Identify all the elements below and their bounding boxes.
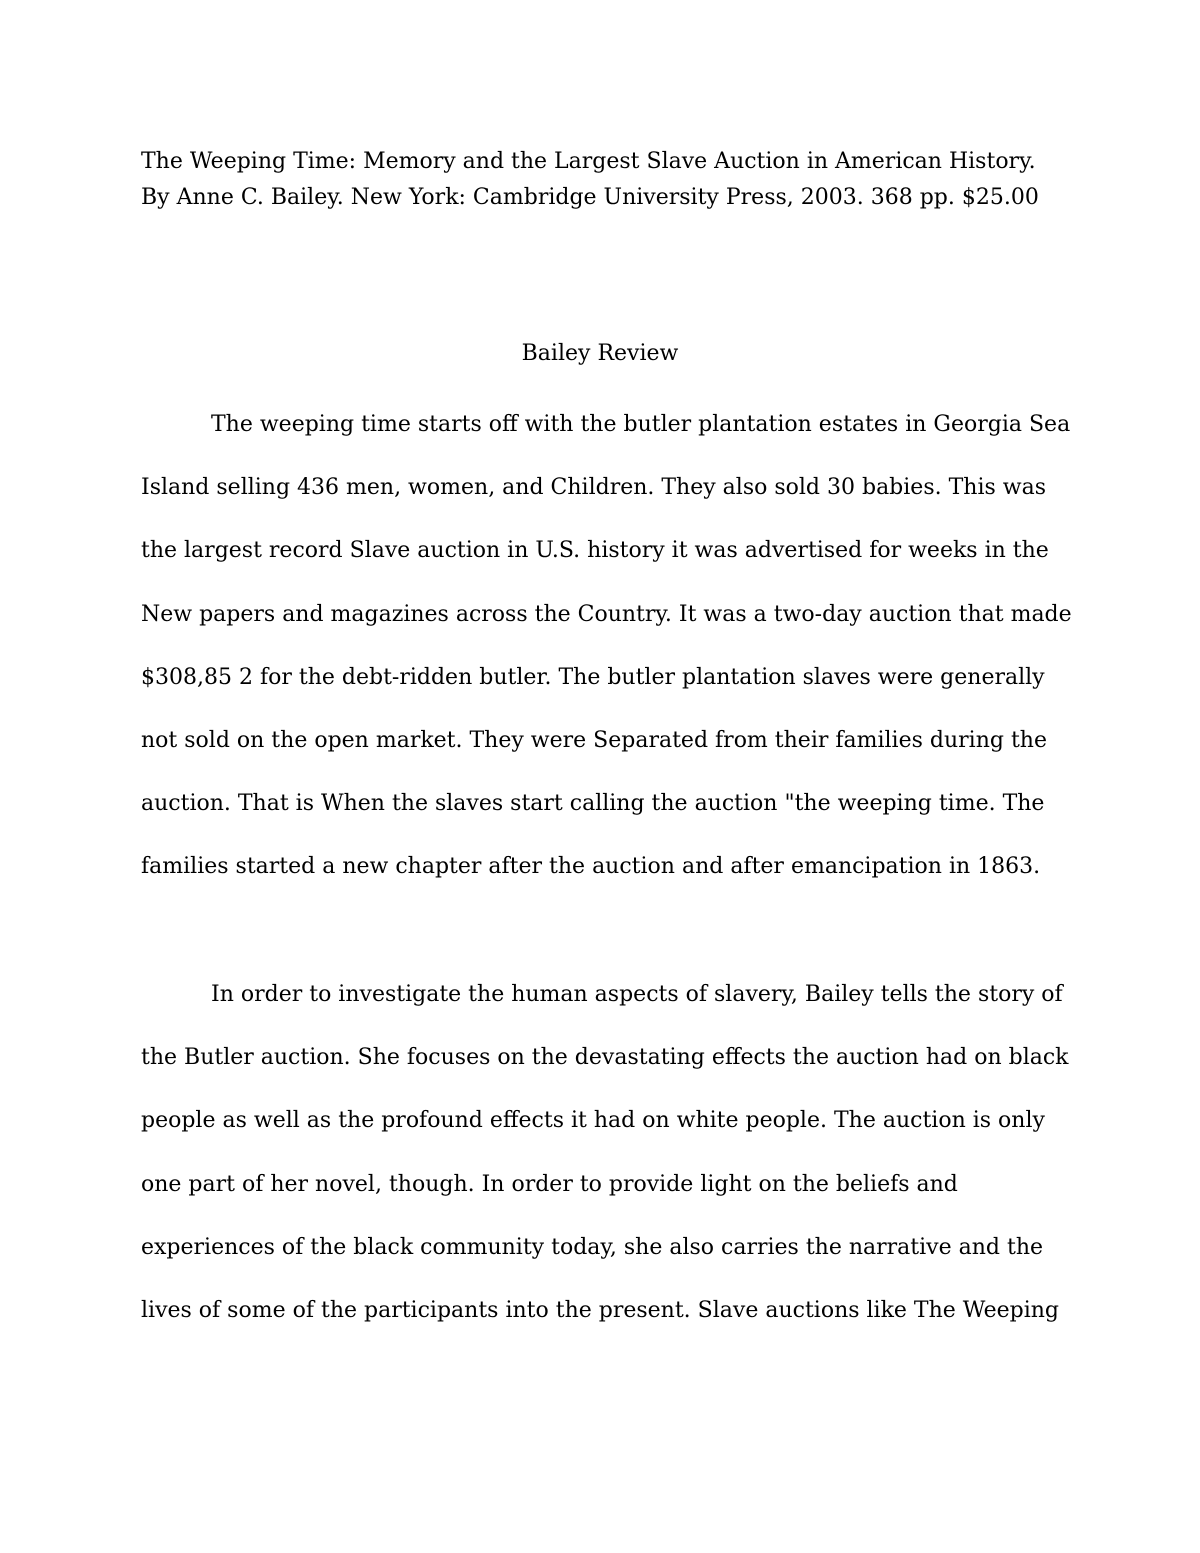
citation-line: The Weeping Time: Memory and the Largest Slave Auction in American History. xyxy=(141,149,1036,174)
paragraph-line: the largest record Slave auction in U.S. history it was advertised for weeks in the xyxy=(141,538,1049,564)
body-paragraph xyxy=(141,393,1081,899)
paragraph-line: lives of some of the participants into the present. Slave auctions like The Weeping xyxy=(141,1298,1060,1324)
document-title: Bailey Review xyxy=(521,341,679,366)
paragraph-line: one part of her novel, though. In order to provide light on the beliefs and xyxy=(141,1171,958,1197)
paragraph-line: New papers and magazines across the Country. It was a two-day auction that made xyxy=(141,601,1072,627)
paragraph-line: families started a new chapter after the auction and after emancipation in 1863. xyxy=(141,854,1041,880)
book-citation xyxy=(141,144,1081,216)
paragraph-line: auction. That is When the slaves start calling the auction "the weeping time. The xyxy=(141,791,1045,817)
paragraph-line: The weeping time starts off with the butler plantation estates in Georgia Sea xyxy=(211,412,1071,437)
paragraph-line: experiences of the black community today, she also carries the narrative and the xyxy=(141,1234,1044,1260)
paragraph-line: not sold on the open market. They were Separated from their families during the xyxy=(141,728,1047,754)
paragraph-line: the Butler auction. She focuses on the devastating effects the auction had on black xyxy=(141,1045,1069,1071)
paragraph-line: Island selling 436 men, women, and Children. They also sold 30 babies. This was xyxy=(141,475,1046,501)
paragraph-line: $308,85 2 for the debt-ridden butler. The butler plantation slaves were generally xyxy=(141,664,1045,690)
paragraph-line: people as well as the profound effects it had on white people. The auction is only xyxy=(141,1108,1045,1134)
paragraph-line: In order to investigate the human aspects of slavery, Bailey tells the story of xyxy=(211,982,1063,1007)
citation-line: By Anne C. Bailey. New York: Cambridge University Press, 2003. 368 pp. $25.00 xyxy=(141,185,1039,210)
body-paragraph xyxy=(141,963,1081,1342)
